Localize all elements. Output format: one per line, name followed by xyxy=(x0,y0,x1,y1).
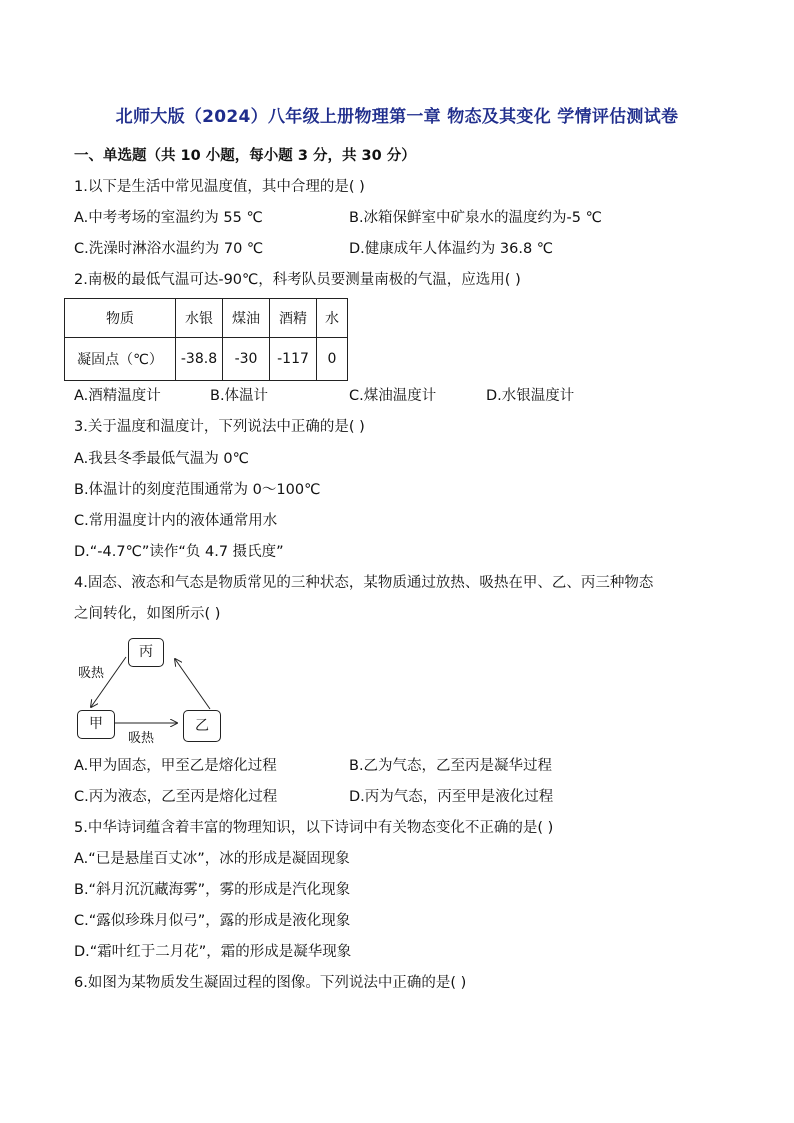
question-2-option-b[interactable]: B.体温计 xyxy=(210,388,269,404)
state-change-diagram xyxy=(70,632,240,747)
arrow-right-to-top xyxy=(175,659,210,709)
table-header-cell: 水 xyxy=(317,299,348,338)
question-3-option-d[interactable]: D.“-4.7℃”读作“负 4.7 摄氏度” xyxy=(74,544,284,560)
question-4-option-c[interactable]: C.丙为液态，乙至丙是熔化过程 xyxy=(74,789,278,805)
question-2-option-a[interactable]: A.酒精温度计 xyxy=(74,388,161,404)
question-5-option-d[interactable]: D.“霜叶红于二月花”，霜的形成是凝华现象 xyxy=(74,944,352,960)
question-5-option-c[interactable]: C.“露似珍珠月似弓”，露的形成是液化现象 xyxy=(74,913,351,929)
question-3-option-c[interactable]: C.常用温度计内的液体通常用水 xyxy=(74,513,278,529)
question-2-stem: 2.南极的最低气温可达-90℃，科考队员要测量南极的气温，应选用( ) xyxy=(74,272,521,288)
page-title: 北师大版（2024）八年级上册物理第一章 物态及其变化 学情评估测试卷 xyxy=(115,107,679,127)
table-cell: -117 xyxy=(270,338,317,381)
label-absorb-heat-left: 吸热 xyxy=(78,666,105,681)
node-yi: 乙 xyxy=(183,710,221,742)
table-row xyxy=(65,338,348,381)
table-header-cell: 水银 xyxy=(176,299,223,338)
question-2-option-c[interactable]: C.煤油温度计 xyxy=(349,388,437,404)
question-2-option-d[interactable]: D.水银温度计 xyxy=(486,388,575,404)
question-4-stem-line2: 之间转化，如图所示( ) xyxy=(74,606,221,622)
question-3-stem: 3.关于温度和温度计，下列说法中正确的是( ) xyxy=(74,419,365,435)
table-header-row xyxy=(65,299,348,338)
question-5-stem: 5.中华诗词蕴含着丰富的物理知识，以下诗词中有关物态变化不正确的是( ) xyxy=(74,820,554,836)
question-4-option-d[interactable]: D.丙为气态，丙至甲是液化过程 xyxy=(349,789,554,805)
question-1-option-c[interactable]: C.洗澡时淋浴水温约为 70 ℃ xyxy=(74,241,264,257)
table-cell: 凝固点（℃） xyxy=(65,338,176,381)
table-cell: -30 xyxy=(223,338,270,381)
section-heading: 一、单选题（共 10 小题，每小题 3 分，共 30 分） xyxy=(74,148,416,164)
question-3-option-a[interactable]: A.我县冬季最低气温为 0℃ xyxy=(74,451,249,467)
node-bing: 丙 xyxy=(128,638,164,667)
question-4-option-a[interactable]: A.甲为固态，甲至乙是熔化过程 xyxy=(74,758,277,774)
table-header-cell: 物质 xyxy=(65,299,176,338)
question-6-stem: 6.如图为某物质发生凝固过程的图像。下列说法中正确的是( ) xyxy=(74,975,467,991)
question-1-option-b[interactable]: B.冰箱保鲜室中矿泉水的温度约为-5 ℃ xyxy=(349,210,602,226)
table-cell: -38.8 xyxy=(176,338,223,381)
question-1-option-d[interactable]: D.健康成年人体温约为 36.8 ℃ xyxy=(349,241,554,257)
table-cell: 0 xyxy=(317,338,348,381)
label-absorb-heat-bottom: 吸热 xyxy=(128,731,155,746)
question-5-option-b[interactable]: B.“斜月沉沉藏海雾”，雾的形成是汽化现象 xyxy=(74,882,351,898)
question-4-option-b[interactable]: B.乙为气态，乙至丙是凝华过程 xyxy=(349,758,553,774)
question-1-option-a[interactable]: A.中考考场的室温约为 55 ℃ xyxy=(74,210,263,226)
table-header-cell: 酒精 xyxy=(270,299,317,338)
question-4-stem-line1: 4.固态、液态和气态是物质常见的三种状态，某物质通过放热、吸热在甲、乙、丙三种物态 xyxy=(74,575,654,591)
question-1-stem: 1.以下是生活中常见温度值，其中合理的是( ) xyxy=(74,179,365,195)
question-3-option-b[interactable]: B.体温计的刻度范围通常为 0～100℃ xyxy=(74,482,321,498)
node-jia: 甲 xyxy=(77,710,115,739)
freezing-point-table xyxy=(64,298,348,381)
table-header-cell: 煤油 xyxy=(223,299,270,338)
question-5-option-a[interactable]: A.“已是悬崖百丈冰”，冰的形成是凝固现象 xyxy=(74,851,350,867)
